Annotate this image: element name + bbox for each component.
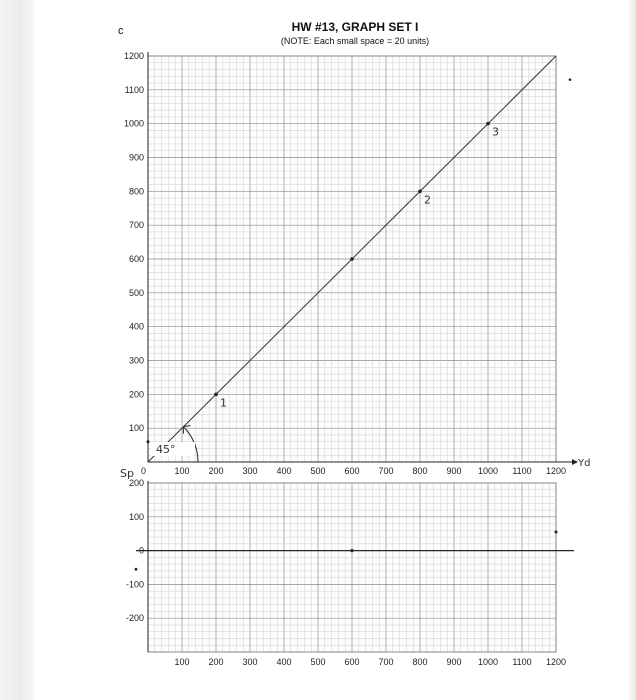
point-label: 1 bbox=[220, 396, 227, 410]
upper-data-point bbox=[486, 122, 490, 126]
upper-x-tick-label: 900 bbox=[446, 466, 462, 476]
y-axis-label: Sp bbox=[120, 467, 134, 480]
lower-grid bbox=[148, 481, 556, 652]
graph-subtitle: (NOTE: Each small space = 20 units) bbox=[280, 36, 430, 46]
upper-x-tick-label: 500 bbox=[310, 466, 326, 476]
lower-x-tick-label: 800 bbox=[412, 657, 428, 667]
upper-x-tick-label: 100 bbox=[174, 466, 190, 476]
upper-x-tick-label: 1100 bbox=[512, 466, 532, 476]
lower-data-point bbox=[350, 549, 353, 552]
lower-x-tick-label: 1100 bbox=[512, 657, 532, 667]
upper-x-tick-label: 300 bbox=[242, 466, 258, 476]
upper-x-tick-label: 600 bbox=[344, 466, 360, 476]
upper-right-mark bbox=[569, 78, 572, 81]
upper-data-point bbox=[214, 393, 218, 397]
origin-label: 0 bbox=[140, 466, 146, 476]
upper-data-point bbox=[418, 190, 422, 194]
upper-y-tick-label: 800 bbox=[128, 186, 144, 197]
upper-grid bbox=[148, 52, 578, 465]
upper-y-tick-label: 300 bbox=[128, 355, 144, 366]
lower-x-tick-label: 100 bbox=[174, 657, 190, 667]
point-label: 3 bbox=[492, 125, 499, 139]
upper-y-tick-label: 600 bbox=[128, 254, 144, 264]
upper-y-tick-label: 1200 bbox=[123, 51, 144, 61]
lower-y-tick-label: -200 bbox=[125, 613, 144, 624]
upper-x-tick-label: 1000 bbox=[477, 466, 499, 476]
lower-x-tick-label: 400 bbox=[276, 657, 292, 667]
upper-data-point bbox=[350, 257, 354, 261]
lower-x-tick-label: 500 bbox=[310, 657, 326, 667]
upper-y-tick-label: 1000 bbox=[123, 118, 144, 129]
upper-y-tick-label: 200 bbox=[128, 389, 144, 400]
lower-x-tick-label: 700 bbox=[378, 657, 394, 667]
lower-x-tick-label: 1000 bbox=[477, 657, 499, 667]
graph-title: HW #13, GRAPH SET I bbox=[291, 20, 419, 34]
upper-x-tick-label: 800 bbox=[412, 466, 428, 476]
upper-y-tick-label: 400 bbox=[128, 321, 144, 332]
upper-x-tick-label: 400 bbox=[276, 466, 292, 476]
lower-y-tick-label: 200 bbox=[128, 478, 144, 488]
point-label: 2 bbox=[424, 193, 431, 207]
upper-y-axis-mark bbox=[147, 440, 150, 443]
lower-x-tick-label: 200 bbox=[208, 657, 224, 667]
upper-y-tick-label: 100 bbox=[128, 423, 144, 434]
lower-x-tick-label: 900 bbox=[446, 657, 462, 667]
lower-x-tick-label: 300 bbox=[242, 657, 258, 667]
lower-y-tick-label: 100 bbox=[128, 511, 144, 522]
corner-label: c bbox=[118, 25, 124, 37]
upper-x-tick-label: 700 bbox=[378, 466, 394, 476]
lower-y-tick-label: -100 bbox=[125, 579, 144, 590]
upper-x-tick-label: 200 bbox=[208, 466, 224, 476]
upper-y-tick-label: 900 bbox=[128, 152, 144, 163]
angle-annotation: 45° bbox=[156, 443, 176, 456]
lower-right-mark bbox=[555, 531, 558, 534]
lower-x-tick-label: 1200 bbox=[545, 657, 567, 667]
upper-x-tick-label: 1200 bbox=[545, 466, 567, 476]
lower-y-tick-label: 0 bbox=[138, 545, 144, 556]
lower-x-tick-label: 600 bbox=[344, 657, 360, 667]
x-axis-label: Yd bbox=[578, 458, 591, 469]
upper-y-tick-label: 1100 bbox=[124, 84, 144, 95]
upper-y-tick-label: 500 bbox=[128, 287, 144, 298]
lower-left-mark bbox=[135, 568, 138, 571]
upper-y-tick-label: 700 bbox=[128, 220, 144, 231]
